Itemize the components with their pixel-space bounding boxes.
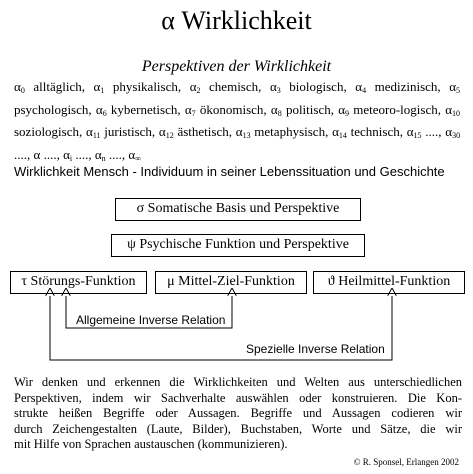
disorder-function-box: τ Störungs-Funktion — [10, 271, 147, 294]
perspective-item: $\alpha_{30}$ ...., — [14, 124, 461, 162]
perspective-item: $\alpha_9$ meteoro-logisch, — [338, 101, 441, 118]
perspective-item: $\alpha_{15}$ ...., — [406, 124, 442, 140]
perspective-item: $\alpha_3$ biologisch, — [269, 79, 347, 95]
perspective-item: α ...., — [33, 146, 60, 162]
paragraph-line: Perspektiven, indem wir Sachverhalte auswählen oder konstruieren. Die Kon- — [14, 390, 462, 405]
perspective-item: $\alpha_{13}$ metaphysisch, — [235, 124, 329, 140]
perspective-item: $\alpha_{10}$ soziologisch, — [14, 101, 461, 139]
paragraph-line: strukte heißen Begriffe oder Aussagen. Begriffe und Aussagen codieren wir — [14, 406, 462, 420]
perspective-item: $\alpha_{11}$ juristisch, — [86, 124, 156, 140]
perspective-item: $\alpha_{12}$ ästhetisch, — [158, 124, 232, 140]
means-goal-function-box: μ Mittel-Ziel-Funktion — [155, 271, 307, 294]
perspective-item: $\alpha_2$ chemisch, — [189, 79, 262, 95]
paragraph-line: durch Zeichengestalten (Laute, Bilder), Buchstaben, Worte und Sätze, die wir — [14, 421, 462, 436]
general-inverse-relation-label: Allgemeine Inverse Relation — [76, 313, 226, 327]
perspective-item: $\alpha_7$ ökonomisch, — [184, 101, 267, 118]
page-title: α Wirklichkeit — [161, 6, 312, 35]
perspective-item: $\alpha_n$ ...., — [94, 146, 126, 163]
human-reality-line: Wirklichkeit Mensch - Individuum in seiner Lebenssituation und Geschichte — [14, 164, 445, 179]
special-inverse-relation-label: Spezielle Inverse Relation — [246, 342, 385, 356]
explanation-paragraph — [14, 375, 462, 453]
perspective-item: $\alpha_0$ alltäglich, — [14, 79, 85, 95]
perspectives-heading: Perspektiven der Wirklichkeit — [141, 58, 332, 75]
perspective-item: $\alpha_6$ kybernetisch, — [95, 101, 181, 118]
somatic-basis-box: σ Somatische Basis und Perspektive — [115, 198, 361, 221]
perspective-item: $\alpha_{14}$ technisch, — [332, 124, 403, 140]
perspective-item: $\alpha_1$ physikalisch, — [93, 79, 182, 95]
perspective-item: $\alpha_5$ psychologisch, — [14, 79, 461, 117]
paragraph-line: Wir denken und erkennen die Wirklichkeiten und Welten aus unterschiedlichen — [14, 375, 462, 389]
remedy-function-box: ϑ Heilmittel-Funktion — [313, 271, 465, 294]
paragraph-line: mit Hilfe von Sprachen austauschen (kommunizieren). — [14, 437, 288, 451]
perspective-item: $\alpha_4$ medizinisch, — [355, 79, 441, 95]
perspective-item: $\alpha_\infty$ — [128, 146, 141, 163]
perspective-item: $\alpha_8$ politisch, — [270, 101, 334, 118]
copyright-note: © R. Sponsel, Erlangen 2002 — [353, 457, 459, 467]
perspective-item: $\alpha_i$ ...., — [63, 146, 92, 163]
psychic-function-box: ψ Psychische Funktion und Perspektive — [111, 234, 365, 257]
